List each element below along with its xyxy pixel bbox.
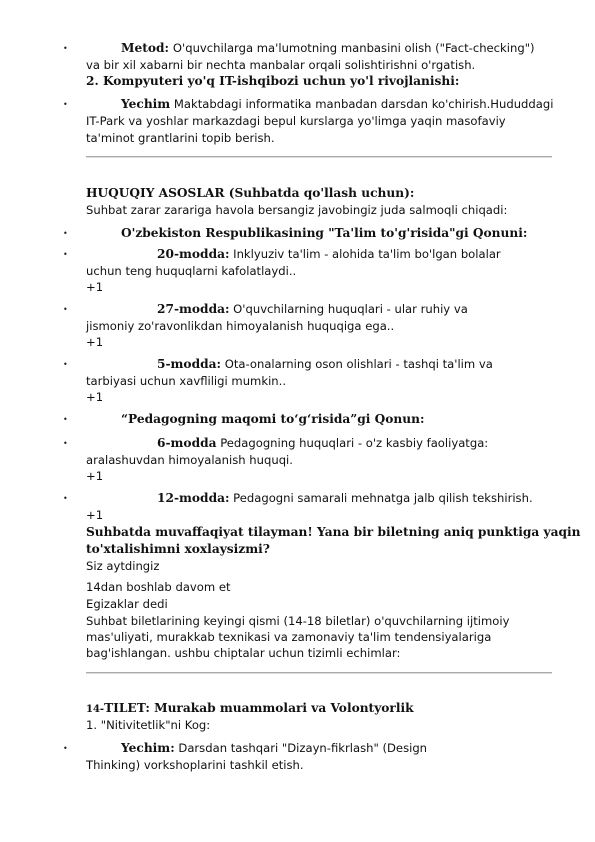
article-6-line1 bbox=[157, 436, 488, 450]
metod-line1 bbox=[121, 41, 535, 55]
article-12-plus: +1 bbox=[86, 508, 104, 522]
reply-p3: bag'ishlangan. ushbu chiptalar uchun tizimli echimlar: bbox=[86, 646, 401, 660]
article-12-line1 bbox=[157, 491, 533, 505]
yechim-text3: ta'minot grantlarini topib berish. bbox=[86, 131, 275, 145]
bullet-icon: • bbox=[63, 305, 68, 314]
yechim2-label: Yechim: bbox=[121, 741, 175, 755]
article-27-text1: O'quvchilarning huquqlari - ular ruhiy va bbox=[229, 302, 468, 316]
yechim-text2: IT-Park va yoshlar markazdagi bepul kurslarga yo'limga yaqin masofaviy bbox=[86, 114, 506, 128]
closing-line1: Suhbatda muvaffaqiyat tilayman! Yana bir biletning aniq punktiga yaqin bbox=[86, 525, 581, 539]
article-20-text2: uchun teng huquqlarni kafolatlaydi.. bbox=[86, 264, 297, 278]
article-6-text1: Pedagogning huquqlari - o'z kasbiy faoliyatga: bbox=[216, 436, 489, 450]
article-27-label: 27-modda: bbox=[157, 302, 230, 316]
article-5-label: 5-modda: bbox=[157, 357, 222, 371]
article-6-label: 6-modda bbox=[157, 436, 217, 450]
metod-text1: O'quvchilarga ma'lumotning manbasini olish ("Fact-checking") bbox=[172, 41, 535, 55]
bullet-icon: • bbox=[63, 494, 68, 503]
ticket-14-text: TILET: Murakab muammolari va Volontyorlik bbox=[104, 701, 414, 715]
yechim-line1 bbox=[121, 97, 553, 111]
gemini-said-label: Egizaklar dedi bbox=[86, 597, 168, 611]
user-message: 14dan boshlab davom et bbox=[86, 580, 231, 594]
yechim-label: Yechim bbox=[121, 97, 171, 111]
article-12-label: 12-modda: bbox=[157, 491, 230, 505]
reply-p1: Suhbat biletlarining keyingi qismi (14-18 biletlar) o'quvchilarning ijtimoiy bbox=[86, 614, 510, 628]
article-20-text1: Inklyuziv ta'lim - alohida ta'lim bo'lgan bolalar bbox=[229, 247, 501, 261]
divider bbox=[86, 672, 552, 674]
bullet-icon: • bbox=[63, 250, 68, 259]
article-6-text2: aralashuvdan himoyalanish huquqi. bbox=[86, 453, 293, 467]
article-20-label: 20-modda: bbox=[157, 247, 230, 261]
article-5-text2: tarbiyasi uchun xavfliligi mumkin.. bbox=[86, 374, 287, 388]
closing-line2: to'xtalishimni xoxlaysizmi? bbox=[86, 542, 270, 556]
yechim2-text1: Darsdan tashqari "Dizayn-fikrlash" (Design bbox=[174, 741, 428, 755]
article-20-line1 bbox=[157, 247, 501, 261]
law-pedagog-title: “Pedagogning maqomi to‘g‘risida”gi Qonun: bbox=[121, 412, 425, 426]
reply-p2: mas'uliyati, murakkab texnikasi va zamonaviy ta'lim tendensiyalariga bbox=[86, 630, 492, 644]
yechim2-line1 bbox=[121, 741, 427, 755]
article-5-plus: +1 bbox=[86, 390, 104, 404]
article-27-plus: +1 bbox=[86, 335, 104, 349]
section-heading-2: 2. Kompyuteri yo'q IT-ishqibozi uchun yo'l rivojlanishi: bbox=[86, 74, 460, 88]
article-6-plus: +1 bbox=[86, 469, 104, 483]
legal-basis-title: HUQUQIY ASOSLAR (Suhbatda qo'llash uchun): bbox=[86, 186, 415, 200]
article-12-text1: Pedagogni samarali mehnatga jalb qilish tekshirish. bbox=[229, 491, 533, 505]
ticket-14-item1: 1. "Nitivitetlik"ni Kog: bbox=[86, 718, 211, 732]
you-said-label: Siz aytdingiz bbox=[86, 559, 160, 573]
article-5-line1 bbox=[157, 357, 493, 371]
article-5-text1: Ota-onalarning oson olishlari - tashqi ta'lim va bbox=[221, 357, 493, 371]
metod-text2: va bir xil xabarni bir nechta manbalar orqali solishtirishni o'rgatish. bbox=[86, 58, 476, 72]
legal-basis-subtitle: Suhbat zarar zarariga havola bersangiz javobingiz juda salmoqli chiqadi: bbox=[86, 203, 508, 217]
bullet-icon: • bbox=[63, 744, 68, 753]
law-ta-lim-title: O'zbekiston Respublikasining "Ta'lim to'g'risida"gi Qonuni: bbox=[121, 226, 528, 240]
yechim-text1: Maktabdagi informatika manbadan darsdan ko'chirish.Hududdagi bbox=[170, 97, 554, 111]
article-20-plus: +1 bbox=[86, 280, 104, 294]
bullet-icon: • bbox=[63, 44, 68, 53]
bullet-icon: • bbox=[63, 360, 68, 369]
yechim2-text2: Thinking) vorkshoplarini tashkil etish. bbox=[86, 758, 304, 772]
bullet-icon: • bbox=[63, 100, 68, 109]
ticket-14-title bbox=[86, 701, 414, 715]
article-27-text2: jismoniy zo'ravonlikdan himoyalanish huquqiga ega.. bbox=[86, 319, 395, 333]
divider bbox=[86, 156, 552, 158]
metod-label: Metod: bbox=[121, 41, 170, 55]
article-27-line1 bbox=[157, 302, 468, 316]
bullet-icon: • bbox=[63, 439, 68, 448]
ticket-14-number: 14- bbox=[86, 704, 105, 715]
bullet-icon: • bbox=[63, 415, 68, 424]
bullet-icon: • bbox=[63, 229, 68, 238]
